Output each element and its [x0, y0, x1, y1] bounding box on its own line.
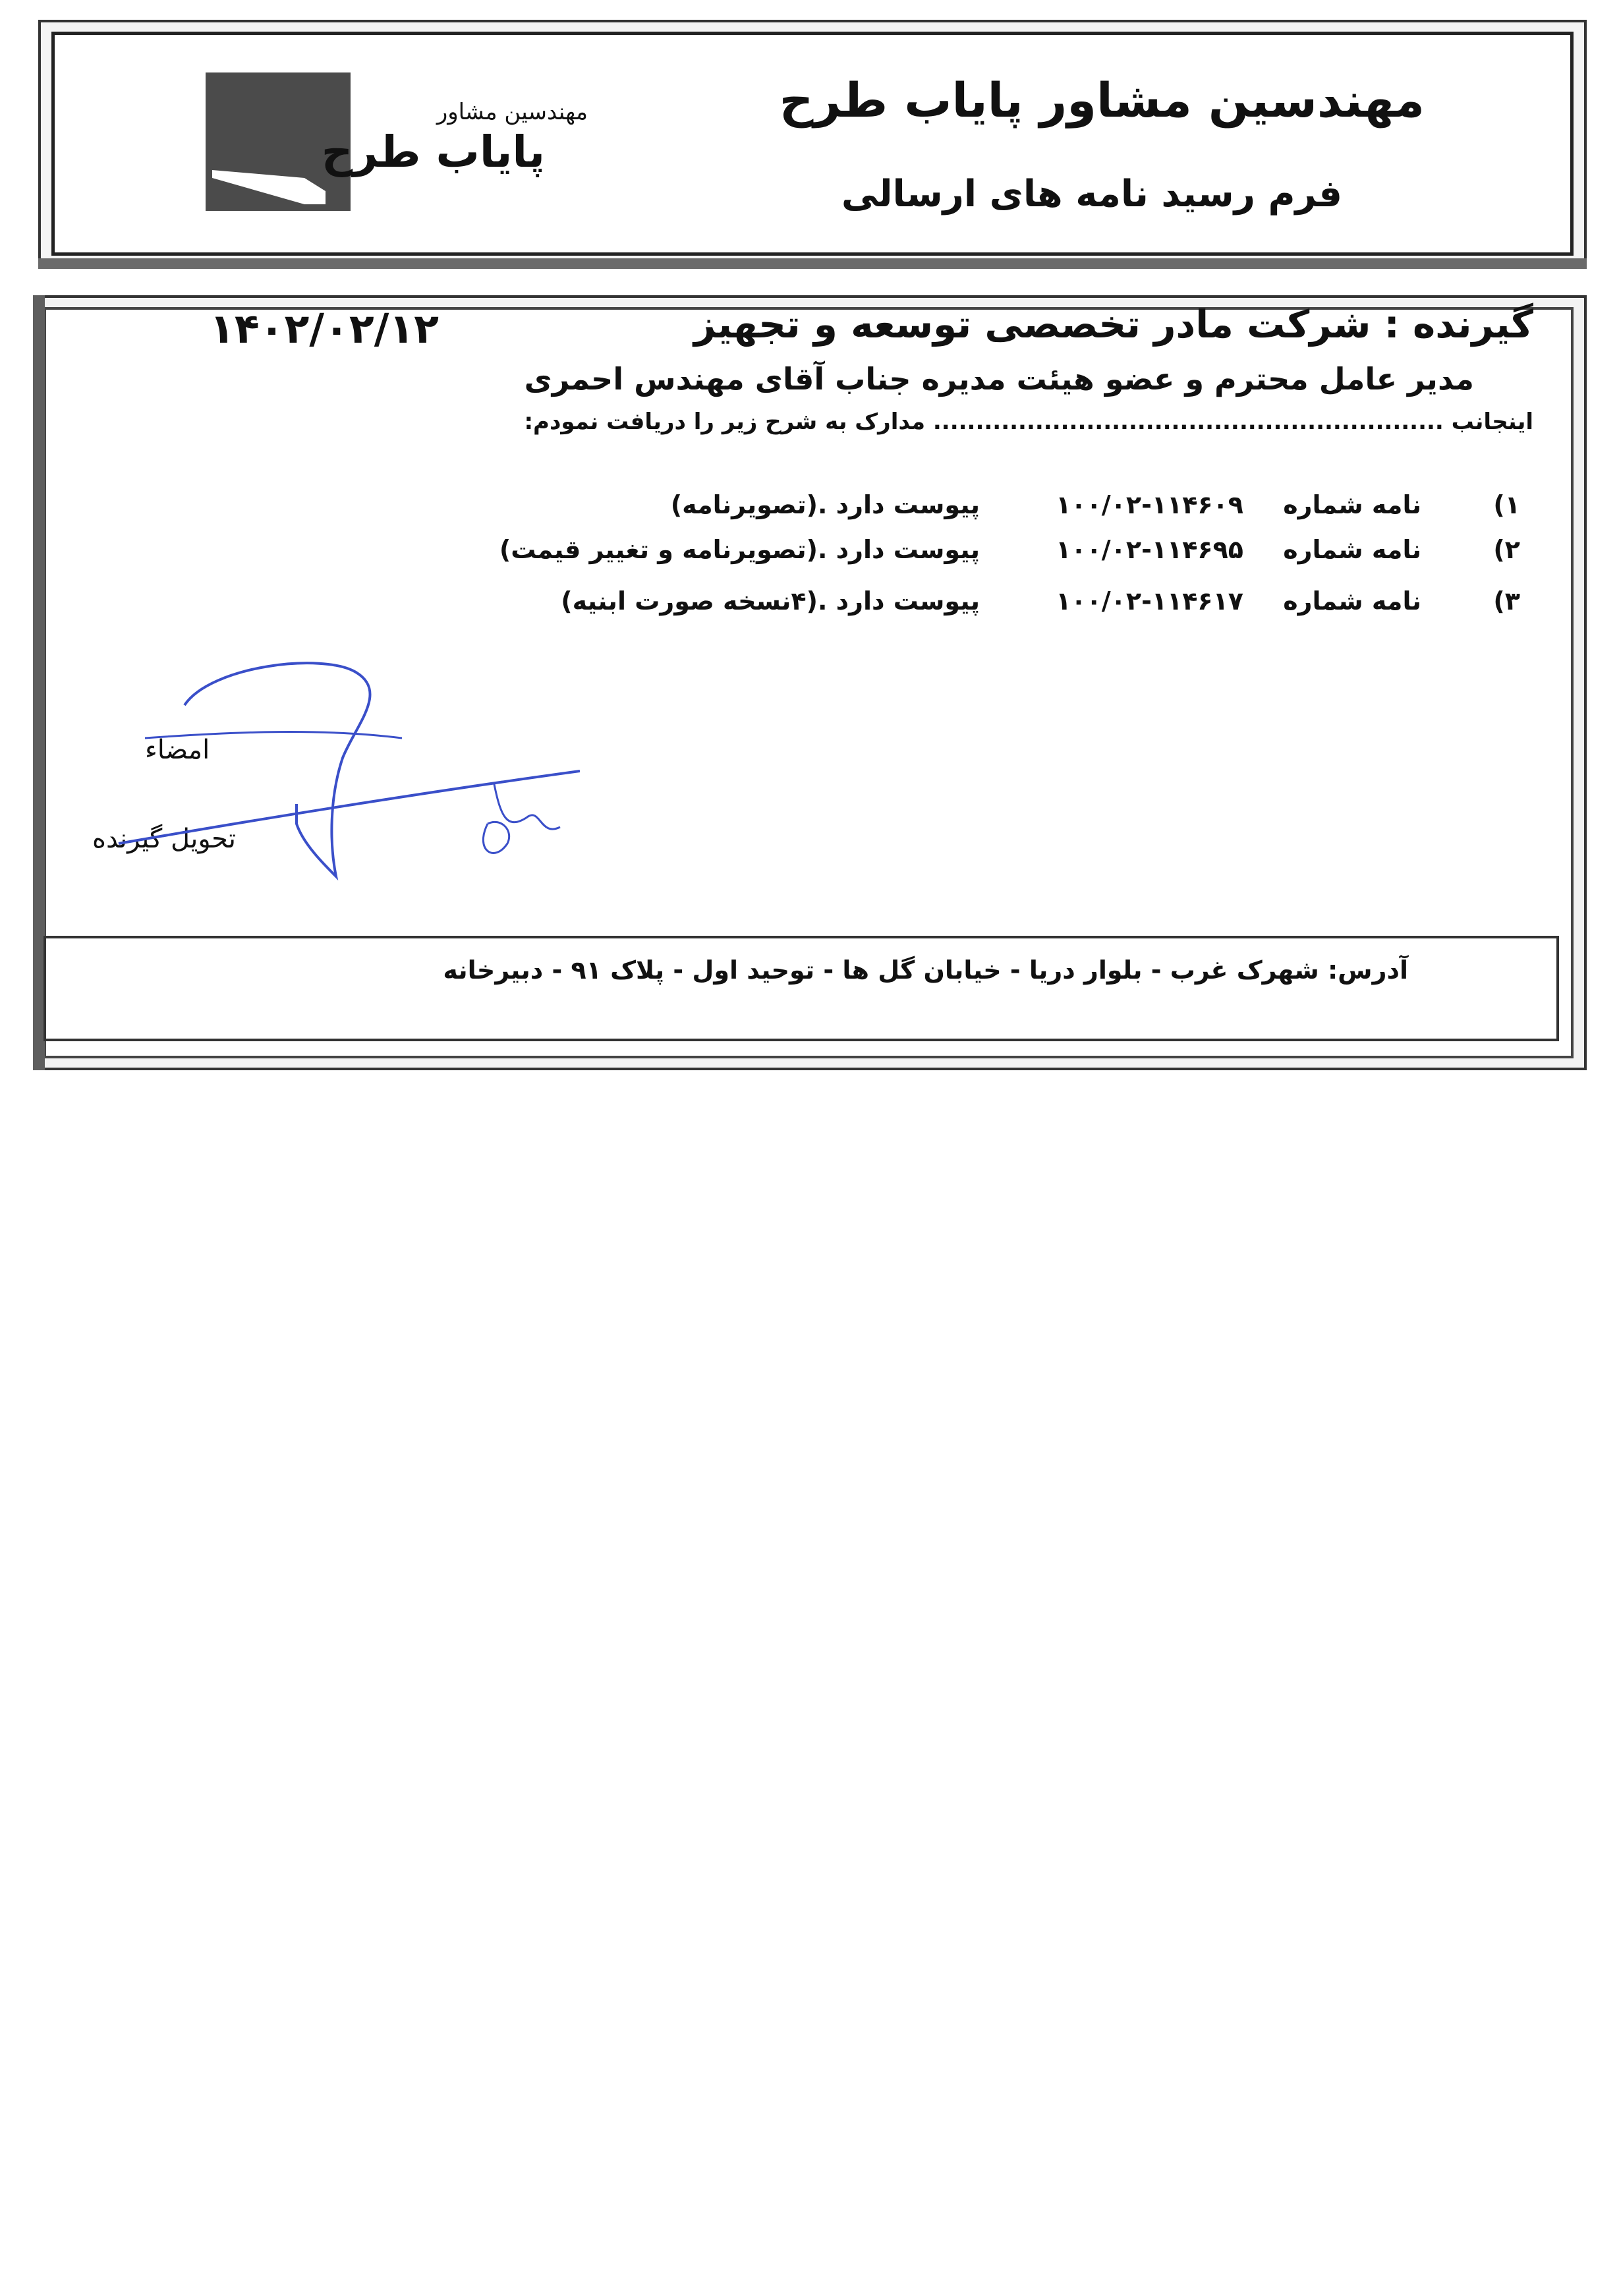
- handwritten-signature: [105, 652, 580, 903]
- receiver-label: تحویل گیرنده: [92, 824, 237, 854]
- form-title: فرم رسید نامه های ارسالی: [841, 173, 1342, 215]
- recipient-line: گیرنده : شرکت مادر تخصصی توسعه و تجهیز: [694, 302, 1533, 347]
- item-number: ۳): [1493, 587, 1520, 616]
- address-line: آدرس: شهرک غرب - بلوار دریا - خیابان گل ها - توحید اول - پلاک ۹۱ - دبیرخانه: [443, 956, 1408, 985]
- item-label: نامه شماره: [1283, 535, 1421, 564]
- letter-date: ۱۴۰۲/۰۲/۱۲: [210, 304, 440, 353]
- item-label: نامه شماره: [1283, 587, 1421, 616]
- item-reference: ۱۰۰/۰۲-۱۱۴۶۹۵: [1056, 535, 1243, 564]
- logo-small-text: مهندسین مشاور: [436, 99, 588, 125]
- header-shadow: [38, 258, 1587, 269]
- item-number: ۱): [1493, 490, 1520, 519]
- item-attachment: پیوست دارد .(تصویرنامه): [670, 490, 980, 519]
- item-label: نامه شماره: [1283, 490, 1421, 519]
- declaration-line: اینجانب ............................................................ مدارک به شرح زیر را دریافت نمودم:: [524, 409, 1533, 435]
- list-item: [202, 535, 1520, 575]
- item-attachment: پیوست دارد .(تصویرنامه و تغییر قیمت): [499, 535, 980, 564]
- item-attachment: پیوست دارد .(۴نسخه صورت ابنیه): [561, 587, 980, 616]
- item-reference: ۱۰۰/۰۲-۱۱۴۶۱۷: [1056, 587, 1243, 616]
- list-item: [202, 490, 1520, 530]
- manager-line: مدیر عامل محترم و عضو هیئت مدیره جناب آقای مهندس احمری: [524, 361, 1474, 397]
- address-box: [43, 936, 1559, 1041]
- item-number: ۲): [1493, 535, 1520, 564]
- list-item: [202, 587, 1520, 626]
- logo-big-text: پایاب طرح: [321, 127, 545, 177]
- signature-label: امضاء: [145, 735, 210, 765]
- item-reference: ۱۰۰/۰۲-۱۱۴۶۰۹: [1056, 490, 1243, 519]
- company-title: مهندسین مشاور پایاب طرح: [779, 72, 1425, 128]
